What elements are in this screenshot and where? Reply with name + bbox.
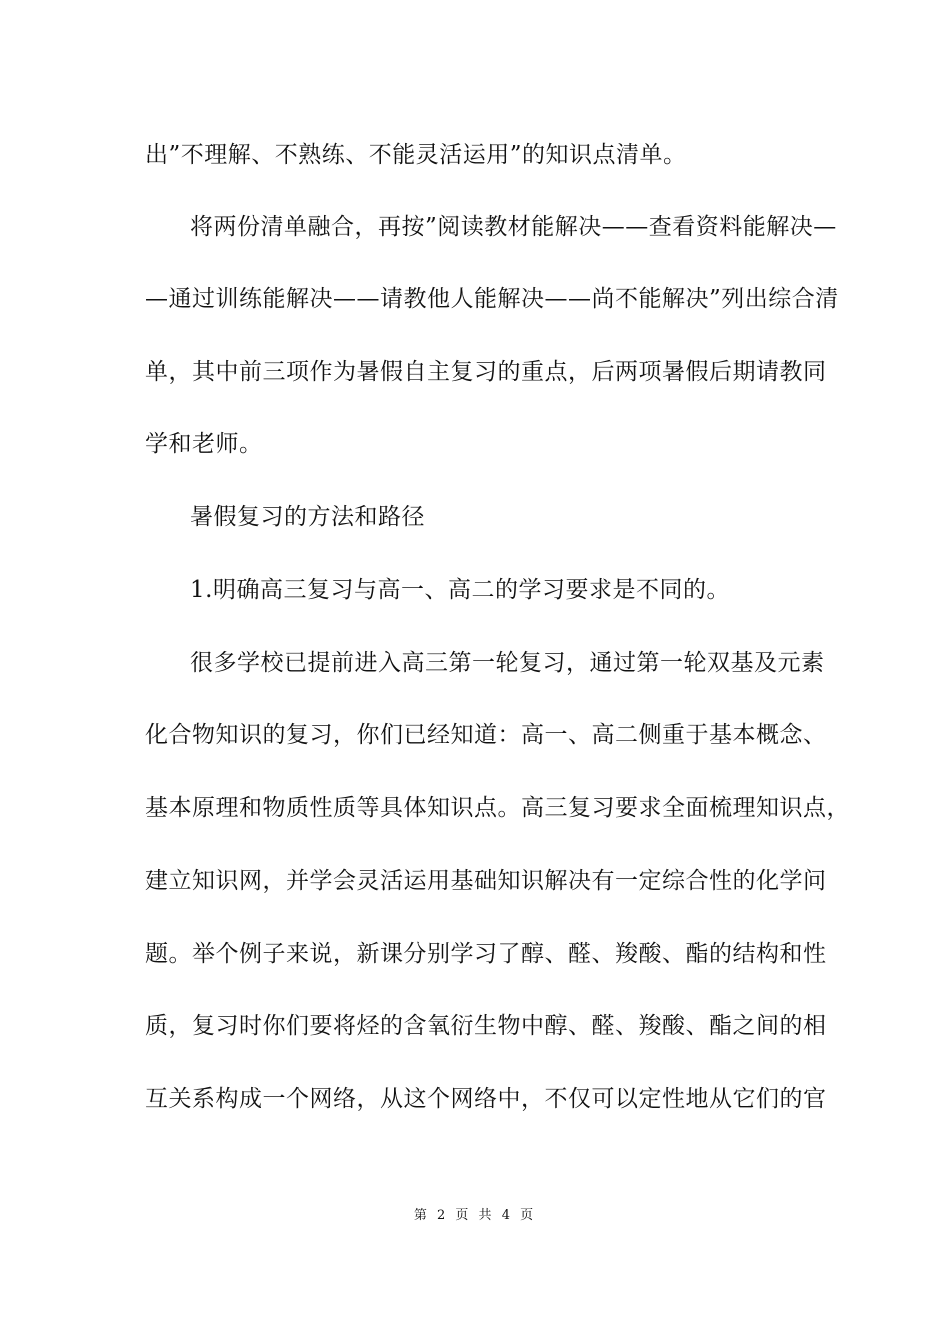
text-line-11: 建立知识网，并学会灵活运用基础知识解决有一定综合性的化学问 — [145, 868, 827, 894]
text-line-3: —通过训练能解决——请教他人能解决——尚不能解决”列出综合清 — [145, 286, 839, 312]
text-line-4: 单，其中前三项作为暑假自主复习的重点，后两项暑假后期请教同 — [145, 359, 827, 385]
text-line-13: 质，复习时你们要将烃的含氧衍生物中醇、醛、羧酸、酯之间的相 — [145, 1013, 827, 1039]
section-heading: 暑假复习的方法和路径 — [190, 504, 425, 530]
text-line-14: 互关系构成一个网络，从这个网络中，不仅可以定性地从它们的官 — [145, 1086, 827, 1112]
text-line-5: 学和老师。 — [145, 431, 263, 457]
text-line-9: 化合物知识的复习，你们已经知道：高一、高二侧重于基本概念、 — [145, 722, 827, 748]
text-line-12: 题。举个例子来说，新课分别学习了醇、醛、羧酸、酯的结构和性 — [145, 941, 827, 967]
text-line-1: 出”不理解、不熟练、不能灵活运用”的知识点清单。 — [145, 142, 687, 168]
text-line-8: 很多学校已提前进入高三第一轮复习，通过第一轮双基及元素 — [190, 650, 825, 676]
numbered-heading: 1.明确高三复习与高一、高二的学习要求是不同的。 — [190, 577, 730, 603]
text-line-2: 将两份清单融合，再按”阅读教材能解决——查看资料能解决— — [190, 214, 837, 240]
page-footer: 第 2 页 共 4 页 — [413, 1208, 537, 1223]
text-line-10: 基本原理和物质性质等具体知识点。高三复习要求全面梳理知识点， — [145, 795, 850, 821]
